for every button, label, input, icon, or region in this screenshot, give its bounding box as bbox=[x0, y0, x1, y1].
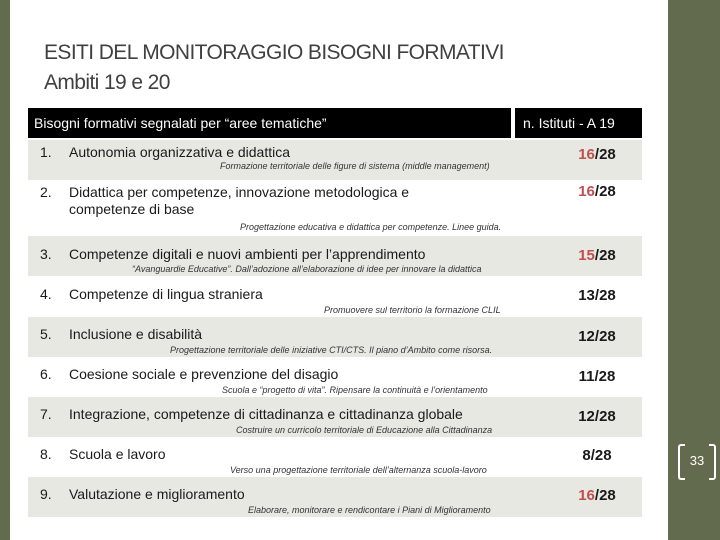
score-value: 12/28 bbox=[578, 408, 616, 425]
table-header-topics bbox=[28, 108, 511, 138]
topic-name: 1. Autonomia organizzativa e didattica bbox=[40, 144, 291, 160]
score-value: 11/28 bbox=[578, 368, 616, 385]
page-number: 33 bbox=[680, 444, 714, 478]
topic-name: 9. Valutazione e miglioramento bbox=[40, 486, 245, 502]
score-value: 15/28 bbox=[578, 247, 616, 264]
score-value: 16/28 bbox=[578, 183, 616, 200]
topic-subtitle: Elaborare, monitorare e rendicontare i Piani di Miglioramento bbox=[248, 505, 491, 515]
topic-name: 4. Competenze di lingua straniera bbox=[40, 286, 263, 302]
topic-name: 5. Inclusione e disabilità bbox=[40, 326, 203, 342]
topic-subtitle: “Avanguardie Educative”. Dall’adozione all’elaborazione di idee per innovare la didattica bbox=[132, 264, 482, 274]
score-value: 16/28 bbox=[578, 487, 616, 504]
score-value: 12/28 bbox=[578, 328, 616, 345]
topic-subtitle: Scuola e “progetto di vita”. Ripensare la continuità e l’orientamento bbox=[222, 385, 488, 395]
table-header-count bbox=[515, 108, 642, 138]
score-value: 13/28 bbox=[578, 287, 616, 304]
topic-name: 7. Integrazione, competenze di cittadinanza e cittadinanza globale bbox=[40, 406, 463, 422]
score-value: 16/28 bbox=[578, 146, 616, 163]
topic-subtitle: Verso una progettazione territoriale dell’alternanza scuola-lavoro bbox=[230, 465, 487, 475]
title-line-1: ESITI DEL MONITORAGGIO BISOGNI FORMATIVI bbox=[44, 41, 504, 64]
slide bbox=[10, 0, 668, 540]
header-topics-label: Bisogni formativi segnalati per “aree tematiche” bbox=[34, 115, 327, 131]
topic-subtitle: Progettazione territoriale delle iniziative CTI/CTS. Il piano d’Ambito come risorsa. bbox=[170, 345, 493, 355]
topic-subtitle: Promuovere sul territorio la formazione CLIL bbox=[324, 305, 501, 315]
topic-subtitle: Costruire un curricolo territoriale di Educazione alla Cittadinanza bbox=[236, 425, 493, 435]
topic-name: 6. Coesione sociale e prevenzione del disagio bbox=[40, 366, 339, 382]
topic-name: 2. Didattica per competenze, innovazione metodologica e competenze di base bbox=[40, 184, 410, 217]
topic-name: 3. Competenze digitali e nuovi ambienti per l’apprendimento bbox=[40, 246, 426, 262]
score-value: 8/28 bbox=[582, 447, 612, 464]
header-count-label: n. Istituti - A 19 bbox=[523, 115, 615, 131]
slide-title bbox=[44, 38, 504, 98]
topic-subtitle: Formazione territoriale delle figure di sistema (middle management) bbox=[220, 161, 490, 171]
topic-name: 8. Scuola e lavoro bbox=[40, 446, 166, 462]
topic-subtitle: Progettazione educativa e didattica per competenze. Linee guida. bbox=[240, 222, 502, 232]
title-line-2: Ambiti 19 e 20 bbox=[44, 71, 170, 94]
